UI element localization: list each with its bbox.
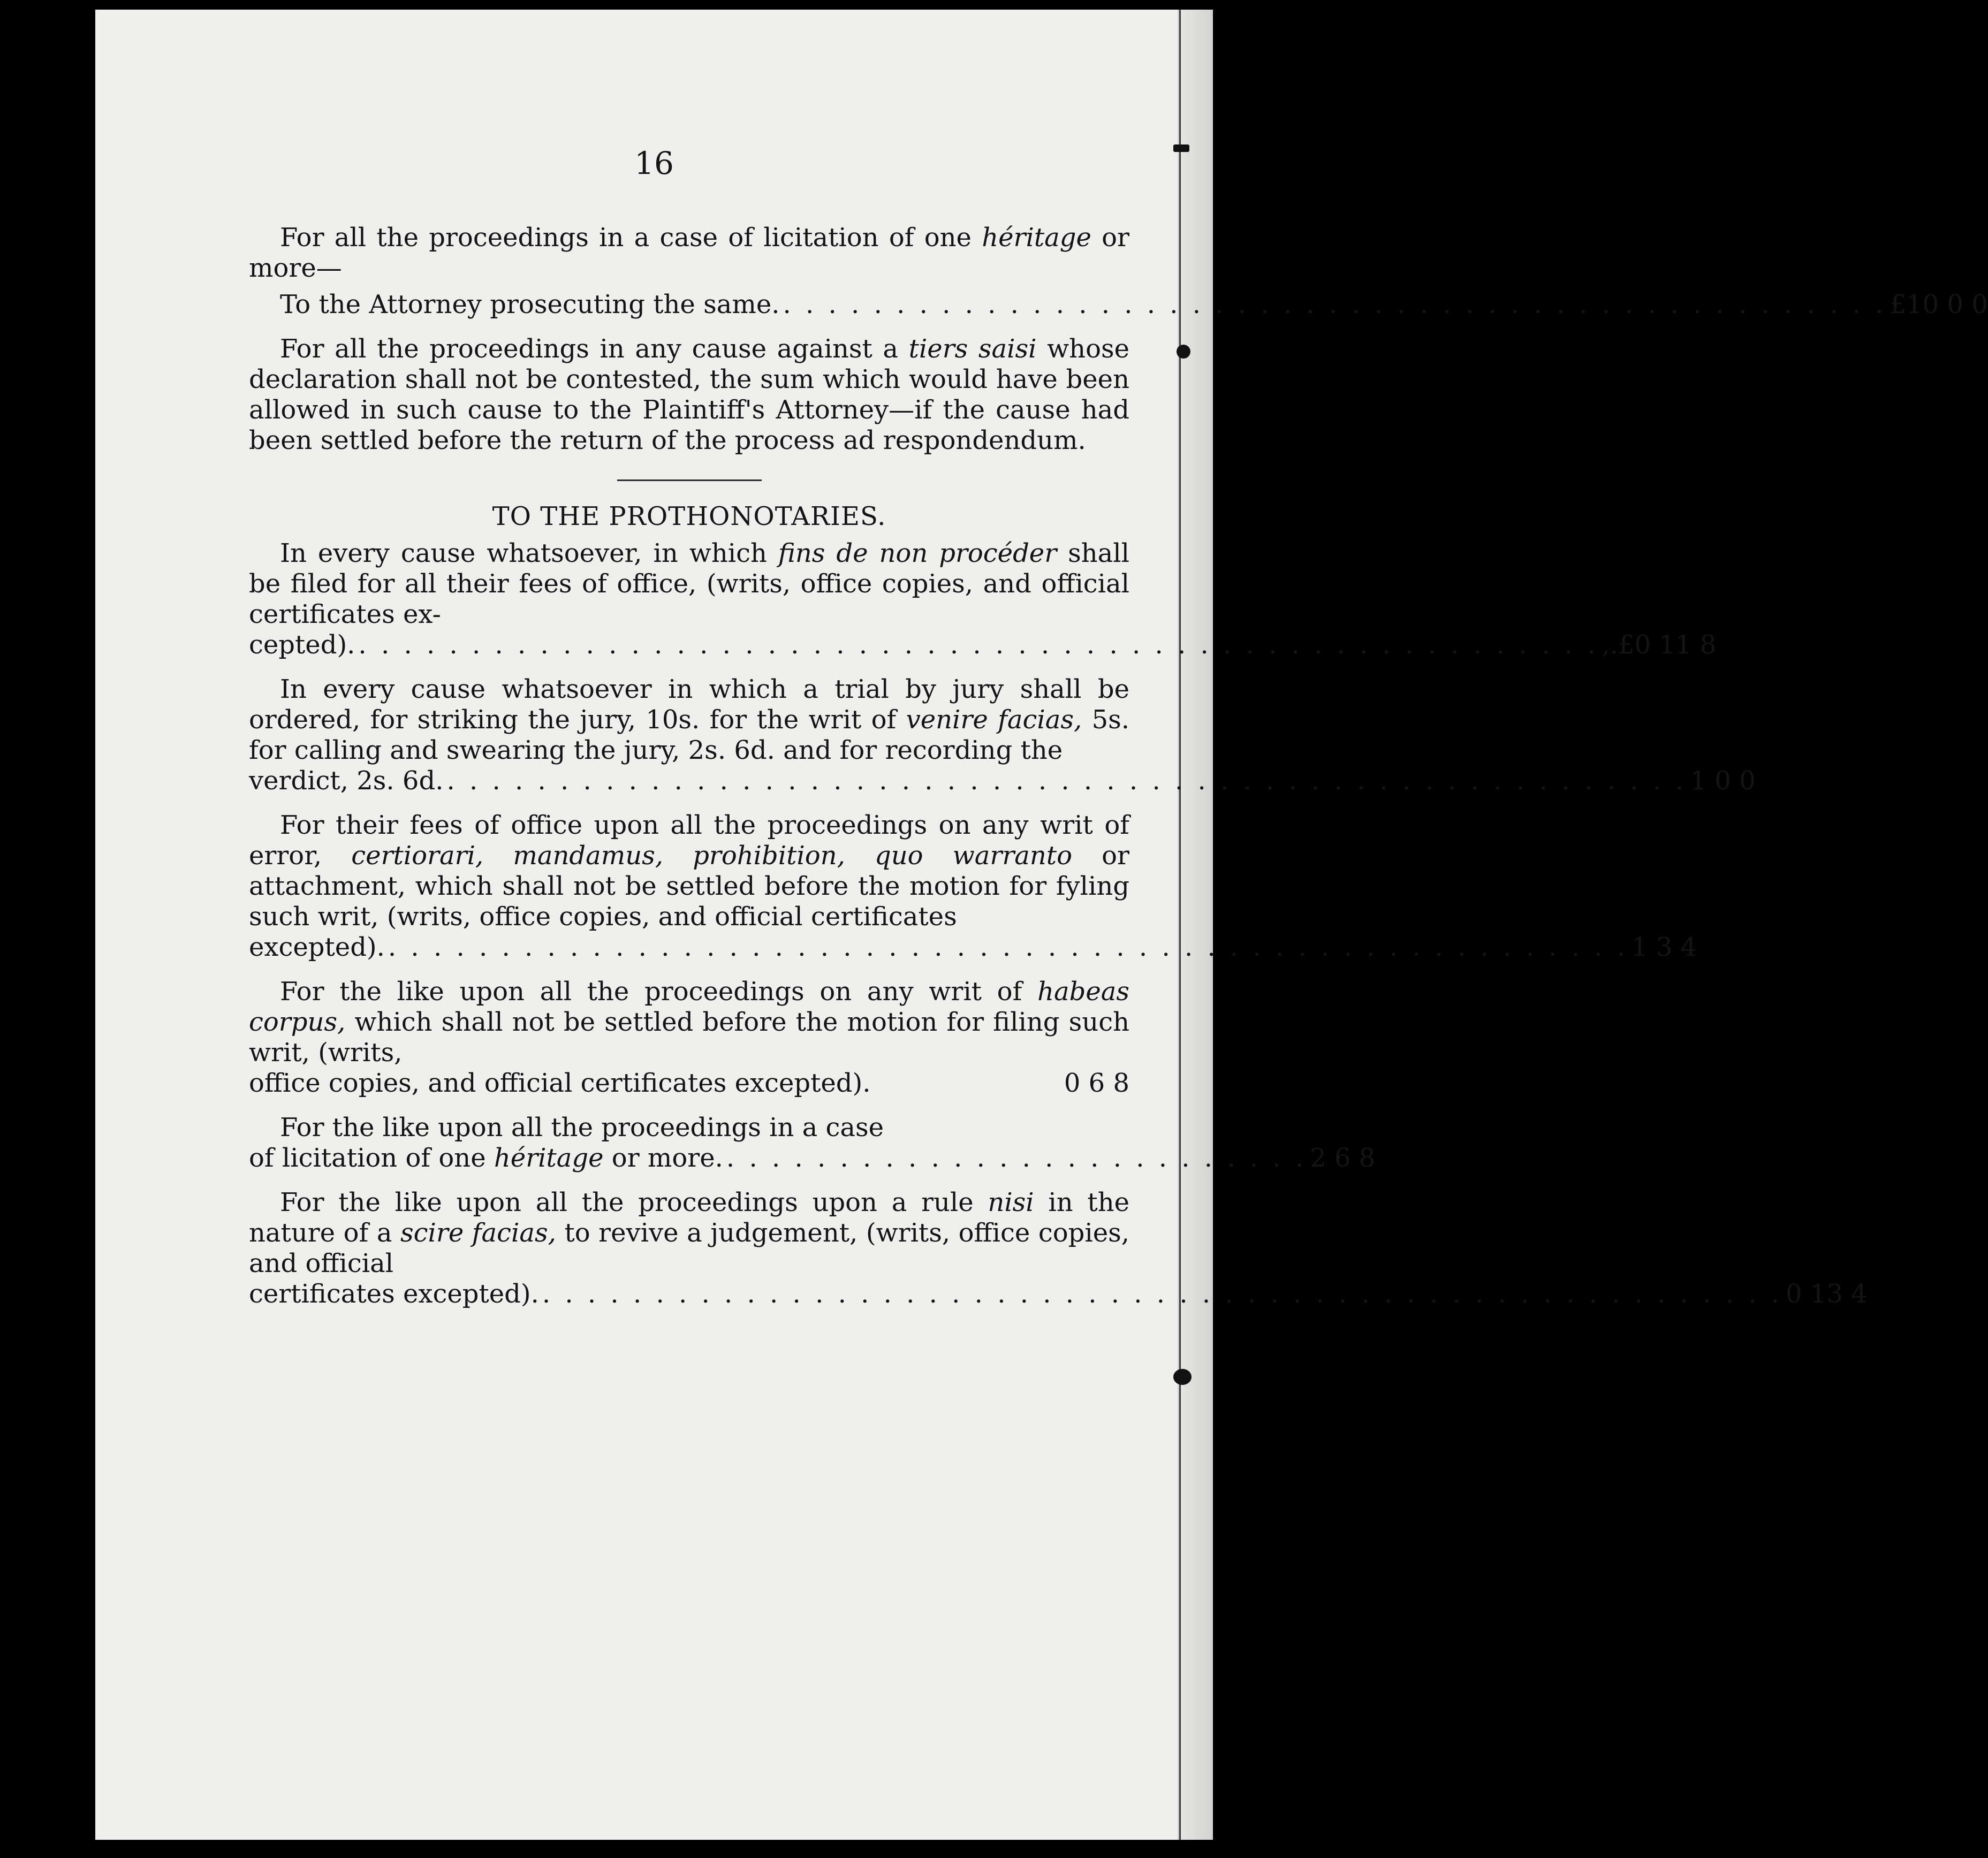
fee-line-text: cepted).: [249, 630, 355, 660]
fee-entry-text: For the like upon all the proceedings in a case: [280, 1113, 884, 1143]
page-body: [249, 223, 1988, 1323]
fee-entry-text: In every cause whatsoever, in which fins de non procéder shall be filed for all their fees of office, (writs, office copies, and official certificates ex-: [249, 538, 1129, 629]
page-edge: [1179, 10, 1213, 1840]
fee-entry: [249, 1113, 1376, 1174]
licitation-fee-line: [249, 290, 1988, 320]
leader-dots: . . . . . . . . . . . . . . . . . . . . . . . . . . . . . . . . . . . . . . . . . . . . . . . . . . . . . . .: [446, 766, 1687, 796]
scan-mark: [1173, 1369, 1192, 1385]
fee-line: [249, 932, 1697, 963]
fee-line-text: excepted).: [249, 932, 385, 962]
fee-amount: 1 3 4: [1632, 932, 1697, 962]
fee-entry-text: For the like upon all the proceedings on any writ of habeas corpus, which shall not be settled before the motion for filing such writ, (writs,: [249, 977, 1129, 1068]
fee-line-text: of licitation of one héritage or more.: [249, 1143, 723, 1173]
fee-amount: £10 0 0: [1890, 290, 1988, 319]
section-heading: TO THE PROTHONOTARIES.: [492, 501, 886, 531]
fee-line-text: verdict, 2s. 6d.: [249, 766, 444, 796]
fee-amount: 2 6 8: [1310, 1143, 1376, 1173]
fee-line: [249, 766, 1756, 796]
fee-entry: [249, 977, 1129, 1099]
fee-entry-text: For the like upon all the proceedings upon a rule nisi in the nature of a scire facias, to revive a judgement, (writs, office copies, and official: [249, 1187, 1130, 1278]
fee-line-text: certificates excepted).: [249, 1279, 539, 1309]
leader-dots: . . . . . . . . . . . . . . . . . . . . . . . . . . . . . . . . . . . . . . . . . . . . . . . . . . . . . . .: [542, 1279, 1782, 1309]
fee-entry-text: In every cause whatsoever in which a trial by jury shall be ordered, for striking the jury, 10s. for the writ of venire facias, 5s. for calling and swearing the jury, 2s. 6d. and for recording the: [249, 674, 1130, 765]
fee-entry: [249, 674, 1756, 796]
scan-mark: [1173, 144, 1189, 152]
tiers-saisi-paragraph: For all the proceedings in any cause against a tiers saisi whose declaration shall not be contested, the sum which would have been allowed in such cause to the Plaintiff's Attorney—if the cause had been settled before the return of the process ad respondendum.: [249, 334, 1130, 455]
fee-line: [249, 1279, 1868, 1309]
fee-entry: [249, 538, 1717, 660]
fee-entry: [249, 1187, 1868, 1309]
leader-dots: . . . . . . . . . . . . . . . . . . . . . . . . . . . . . . . . . . . . . . . . . . . . . . . . . . . . . . .: [358, 630, 1599, 660]
fee-line-text: office copies, and official certificates excepted).: [249, 1068, 871, 1098]
section-divider: [617, 479, 762, 481]
fee-label: To the Attorney prosecuting the same.: [280, 290, 780, 319]
leader-dots: . . . . . . . . . . . . . . . . . . . . . . . . . . . . . . . . . . . . . . . . . . . . . . . . . . . . . . .: [388, 932, 1629, 962]
licitation-intro: For all the proceedings in a case of licitation of one héritage or more—: [249, 223, 1129, 283]
fee-amount: 1 0 0: [1690, 766, 1756, 796]
fee-line: [249, 1068, 1129, 1099]
fee-amount: ,.£0 11 8: [1602, 630, 1717, 660]
fee-entry: [249, 810, 1697, 963]
page-number: 16: [634, 145, 674, 181]
fee-line: [249, 1143, 1376, 1174]
document-page: [95, 10, 1988, 1840]
leader-dots: . . . . . . . . . . . . . . . . . . . . . . . . . . . . . . . . . . . . . . . . . . . . . . . . .: [783, 290, 1887, 319]
scan-mark: [1177, 345, 1190, 359]
fee-line: [249, 630, 1717, 660]
fee-entry-text: For their fees of office upon all the proceedings on any writ of error, certiorari, mandamus, prohibition, quo warranto or attachment, which shall not be settled before the motion for fyling such writ, (writs, office copies, and official certificates: [249, 810, 1129, 932]
leader-dots: . . . . . . . . . . . . . . . . . . . . . . . . . .: [726, 1143, 1307, 1173]
fee-amount: 0 6 8: [1064, 1068, 1129, 1098]
fee-amount: 0 13 4: [1785, 1279, 1868, 1309]
